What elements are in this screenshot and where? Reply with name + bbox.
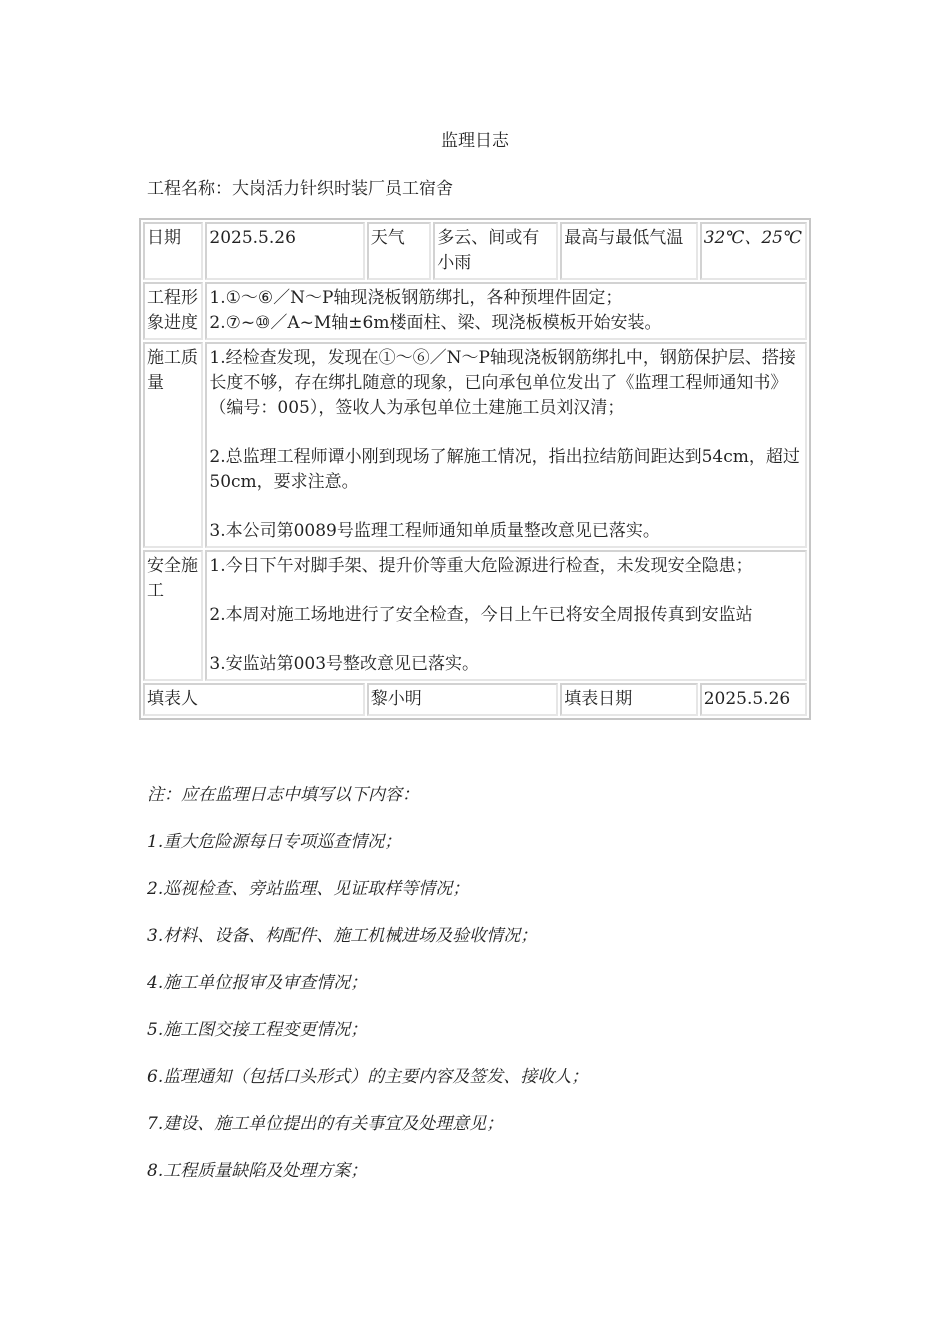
- filler-label: 填表人: [143, 683, 365, 716]
- quality-paragraph: 1.经检查发现，发现在①～⑥／N～P轴现浇板钢筋绑扎中，钢筋保护层、搭接长度不够，存在绑扎随意的现象，已向承包单位发出了《监理工程师通知书》（编号：005），签收人为承包单位土建施工员刘汉清；: [209, 348, 796, 418]
- note-item: 7.建设、施工单位提出的有关事宜及处理意见；: [147, 1114, 504, 1134]
- weather-value: 多云、间或有小雨: [433, 222, 558, 280]
- date-value: 2025.5.26: [205, 222, 364, 280]
- project-name-line: [147, 174, 453, 199]
- quality-paragraph: 3.本公司第0089号监理工程师通知单质量整改意见已落实。: [209, 521, 660, 541]
- note-item: 6.监理通知（包括口头形式）的主要内容及签发、接收人；: [147, 1067, 589, 1087]
- note-item: 2.巡视检查、旁站监理、见证取样等情况；: [147, 879, 470, 899]
- page-title: 监理日志: [441, 131, 509, 151]
- table-row-quality: [143, 342, 807, 548]
- fill-date-label: 填表日期: [560, 683, 697, 716]
- temperature-label: 最高与最低气温: [560, 222, 697, 280]
- quality-label: 施工质量: [143, 342, 203, 548]
- note-item: 5.施工图交接工程变更情况；: [147, 1020, 368, 1040]
- progress-line: 2.⑦~⑩／A~M轴±6m楼面柱、梁、现浇板模板开始安装。: [209, 313, 662, 333]
- weather-label: 天气: [367, 222, 432, 280]
- notes-section: [147, 782, 588, 1205]
- quality-content: [205, 342, 807, 548]
- table-row-date-weather: [143, 222, 807, 280]
- note-item: 3.材料、设备、构配件、施工机械进场及验收情况；: [147, 926, 538, 946]
- progress-content: [205, 282, 807, 340]
- temperature-value: 32℃、25℃: [700, 222, 807, 280]
- project-name-label: 工程名称：: [147, 179, 232, 199]
- safety-paragraph: 3.安监站第003号整改意见已落实。: [209, 654, 480, 674]
- table-row-progress: [143, 282, 807, 340]
- note-item: 4.施工单位报审及审查情况；: [147, 973, 368, 993]
- table-row-safety: [143, 550, 807, 681]
- safety-label: 安全施工: [143, 550, 203, 681]
- note-item: 8.工程质量缺陷及处理方案；: [147, 1161, 368, 1181]
- safety-paragraph: 1.今日下午对脚手架、提升价等重大危险源进行检查，未发现安全隐患；: [209, 556, 753, 576]
- project-name-value: 大岗活力针织时装厂员工宿舍: [232, 179, 453, 199]
- fill-date-value: 2025.5.26: [700, 683, 807, 716]
- supervision-log-table: [139, 218, 811, 720]
- notes-heading: 注：应在监理日志中填写以下内容：: [147, 785, 419, 805]
- date-label: 日期: [143, 222, 203, 280]
- note-item: 1.重大危险源每日专项巡查情况；: [147, 832, 402, 852]
- safety-paragraph: 2.本周对施工场地进行了安全检查，今日上午已将安全周报传真到安监站: [209, 605, 753, 625]
- progress-line: 1.①～⑥／N～P轴现浇板钢筋绑扎，各种预埋件固定；: [209, 288, 623, 308]
- supervision-log-table-wrapper: [139, 218, 811, 720]
- safety-content: [205, 550, 807, 681]
- quality-paragraph: 2.总监理工程师谭小刚到现场了解施工情况，指出拉结筋间距达到54cm，超过50cm，要求注意。: [209, 447, 800, 492]
- progress-label: 工程形象进度: [143, 282, 203, 340]
- table-row-filler: [143, 683, 807, 716]
- filler-value: 黎小明: [367, 683, 559, 716]
